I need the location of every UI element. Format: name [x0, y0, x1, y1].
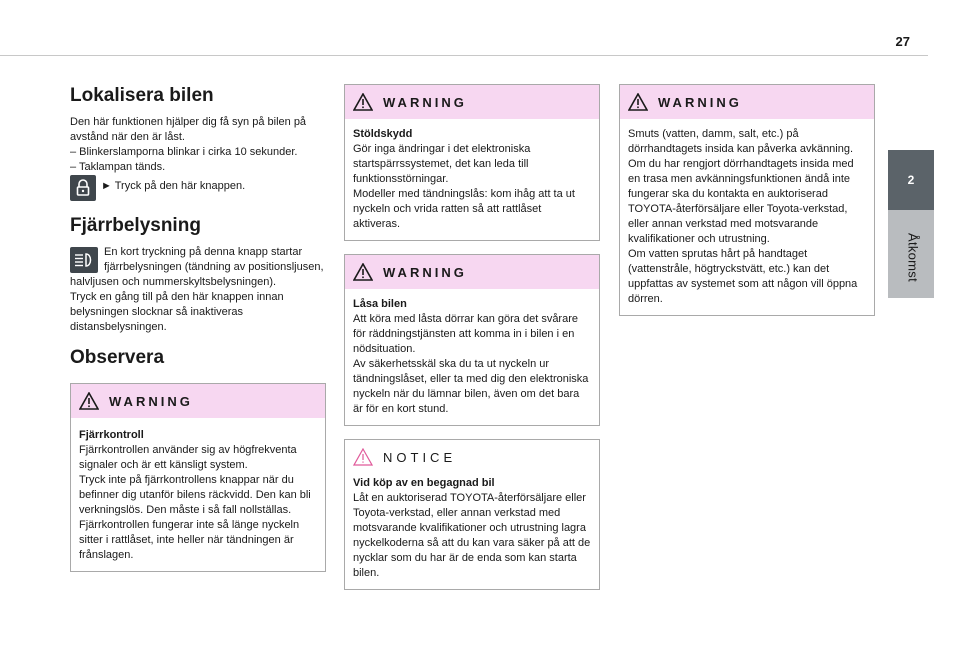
column-3 — [619, 84, 875, 316]
lock-button-icon — [70, 175, 96, 201]
warning-label: WARNING — [109, 393, 193, 409]
notice-label: NOTICE — [383, 449, 457, 465]
locate-text: Den här funktionen hjälper dig få syn på bilen på avstånd när den är låst. – Blinkerslamporna blinkar i cirka 10 sekunder. – Taklampan tänds. — [70, 116, 307, 173]
warning-triangle-icon — [353, 263, 373, 281]
highbeam-section — [70, 215, 326, 335]
notice-triangle-icon — [353, 448, 373, 466]
warning-triangle-icon — [353, 93, 373, 111]
column-1 — [70, 82, 326, 572]
chapter-tab[interactable]: 2 — [888, 150, 934, 210]
observe-title: Observera — [70, 347, 165, 368]
warning-label: WARNING — [658, 94, 742, 110]
headlight-icon — [70, 247, 98, 273]
warning-title: Fjärrkontroll — [79, 429, 144, 441]
warning-header — [345, 255, 599, 289]
notice-header — [345, 440, 599, 474]
notice-body — [345, 474, 599, 589]
warning-box-locking — [344, 254, 600, 426]
page-number: 27 — [895, 34, 910, 49]
header-rule — [0, 55, 928, 56]
warning-text: Att köra med låsta dörrar kan göra det svårare för räddningstjänsten att komma in i bilen i en nödsituation. Av säkerhetsskäl ska du ta ut nyckeln ur tändningslåset, eller ta med dig den elektroniska nyckeln när du lämnar bilen, även om det bara är för en kort stund. — [353, 313, 589, 415]
locate-title: Lokalisera bilen — [70, 85, 214, 106]
warning-box-antitheft — [344, 84, 600, 241]
locate-action: ► Tryck på den här knappen. — [101, 180, 246, 192]
warning-text: Fjärrkontrollen använder sig av högfrekventa signaler och är ett känsligt system. Tryck inte på fjärrkontrollens knappar när du befinner dig utanför bilens räckvidd. Den kan bli verkningslös. Den måste i så fall nollställas. Fjärrkontrollen fungerar inte så länge nyckeln sitter i rattlåset, inte heller när tändningen är frånslagen. — [79, 444, 311, 561]
warning-text: Smuts (vatten, damm, salt, etc.) på dörrhandtagets insida kan påverka avkänning. Om du har rengjort dörrhandtagets insida med en trasa men avkänningsfunktionen ändå inte fungerar ska du kontakta en auktoriserad TOYOTA-återförsäljare eller Toyota-verkstad, eller annan verkstad med motsvarande kvalifikationer och utrustning. Om vatten sprutas hårt på handtaget (vattenstråle, högtryckstvätt, etc.) kan det uppfattas av systemet som att någon vill öppna dörren. — [628, 128, 858, 305]
warning-body — [345, 119, 599, 240]
warning-box-door-handle — [619, 84, 875, 316]
warning-triangle-icon — [79, 392, 99, 410]
notice-title: Vid köp av en begagnad bil — [353, 477, 495, 489]
warning-body — [345, 289, 599, 425]
column-2 — [344, 84, 600, 590]
highbeam-text: En kort tryckning på denna knapp startar fjärrbelysningen (tändning av positionsljusen, halvljusen och nummerskyltsbelysningen). Tryck en gång till på den här knappen innan belysningen slocknar så inaktiveras distansbelysningen. — [70, 246, 324, 333]
observe-section — [70, 347, 326, 572]
notice-text: Låt en auktoriserad TOYOTA-återförsäljare eller Toyota-verkstad, eller annan verkstad med motsvarande kvalifikationer och utrustning lagra nyckelkoderna så att du kan vara säker på att de nycklar som du har är de enda som kan starta bilen. — [353, 492, 591, 579]
highbeam-title: Fjärrbelysning — [70, 215, 201, 236]
warning-header — [620, 85, 874, 119]
warning-label: WARNING — [383, 94, 467, 110]
warning-body — [71, 418, 325, 571]
warning-triangle-icon — [628, 93, 648, 111]
warning-title: Stöldskydd — [353, 128, 413, 140]
locate-section — [70, 85, 326, 201]
chapter-title: Åtkomst — [905, 232, 921, 283]
warning-text: Gör inga ändringar i det elektroniska startspärrssystemet, det kan leda till funktionsstörningar. Modeller med tändningslås: kom ihåg att ta ut nyckeln och vrida ratten så att rattlåset aktiveras. — [353, 143, 575, 230]
warning-label: WARNING — [383, 264, 467, 280]
warning-title: Låsa bilen — [353, 298, 407, 310]
warning-box-remote — [70, 383, 326, 572]
notice-box-used-car — [344, 439, 600, 590]
warning-body — [620, 119, 874, 315]
warning-header — [71, 384, 325, 418]
locate-action-row — [70, 175, 326, 201]
warning-header — [345, 85, 599, 119]
